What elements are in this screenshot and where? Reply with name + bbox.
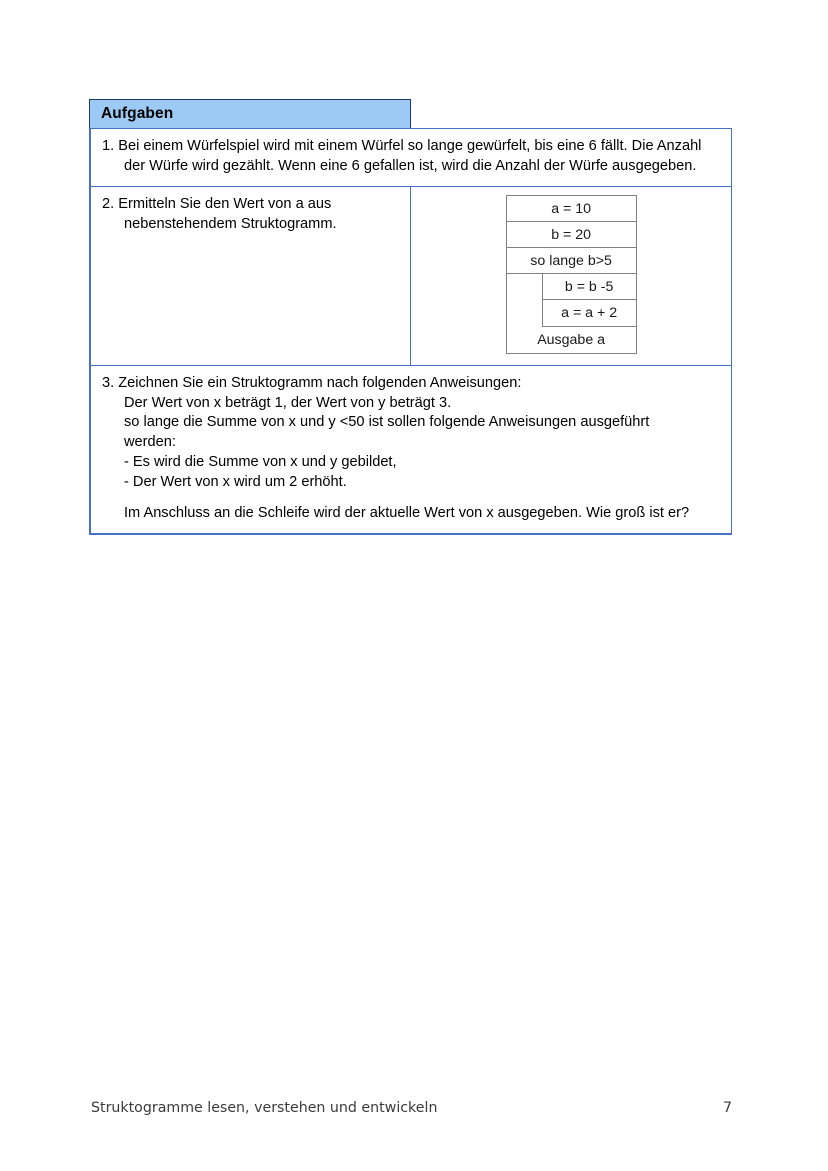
table-header-label: Aufgaben — [101, 105, 174, 122]
task-3-line-7: Im Anschluss an die Schleife wird der aktuelle Wert von x ausgegeben. Wie groß ist er? — [124, 504, 690, 521]
page-footer — [91, 1100, 732, 1116]
task-3-line-4: werden: — [124, 434, 176, 451]
nsd-loop-condition: so lange b>5 — [507, 248, 636, 274]
task-3-text — [102, 374, 722, 394]
task-1-cell — [90, 129, 732, 187]
nsd-statement-b-init: b = 20 — [507, 222, 636, 248]
task-2-number: 2. — [102, 195, 115, 212]
footer-page-number: 7 — [722, 1100, 732, 1116]
table-row-task-1 — [90, 129, 732, 187]
task-2-cell — [90, 186, 411, 365]
tasks-table — [89, 128, 732, 535]
task-1-text — [102, 137, 722, 177]
task-3-line-2: Der Wert von x beträgt 1, der Wert von y beträgt 3. — [124, 394, 452, 411]
task-3-line-1: Zeichnen Sie ein Struktogramm nach folgenden Anweisungen: — [118, 374, 522, 391]
struktogramm-diagram — [506, 195, 637, 354]
worksheet-table — [89, 99, 732, 535]
nsd-statement-a-increment: a = a + 2 — [561, 304, 618, 321]
task-1-body: Bei einem Würfelspiel wird mit einem Würfel so lange gewürfelt, bis eine 6 fällt. Die Anzahl der Würfe wird gezählt. Wenn eine 6 gefallen ist, wird die Anzahl der Würfe ausgegeben. — [118, 138, 702, 174]
task-1-number: 1. — [102, 138, 115, 154]
task-3-spacer — [102, 493, 722, 504]
table-header-aufgaben — [89, 99, 411, 129]
task-3-number: 3. — [102, 374, 115, 391]
task-2-text — [102, 195, 401, 235]
table-row-task-3 — [90, 365, 732, 533]
nsd-statement-output: Ausgabe a — [537, 331, 606, 348]
nsd-statement-a-init: a = 10 — [507, 196, 636, 222]
task-3-cell — [90, 365, 732, 533]
nsd-statement-b-decrement: b = b -5 — [543, 274, 636, 300]
struktogramm-cell — [411, 186, 732, 365]
task-2-line-1: Ermitteln Sie den Wert von a aus — [118, 195, 332, 212]
task-3-line-5: - Es wird die Summe von x und y gebildet, — [124, 454, 397, 471]
table-row-task-2 — [90, 186, 732, 365]
task-2-line-2: nebenstehendem Struktogramm. — [124, 215, 337, 232]
footer-title: Struktogramme lesen, verstehen und entwickeln — [91, 1100, 438, 1116]
task-3-line-3: so lange die Summe von x und y <50 ist sollen folgende Anweisungen ausgeführt — [124, 414, 650, 431]
task-3-line-6: - Der Wert von x wird um 2 erhöht. — [124, 473, 347, 490]
nsd-loop-body — [542, 274, 636, 327]
